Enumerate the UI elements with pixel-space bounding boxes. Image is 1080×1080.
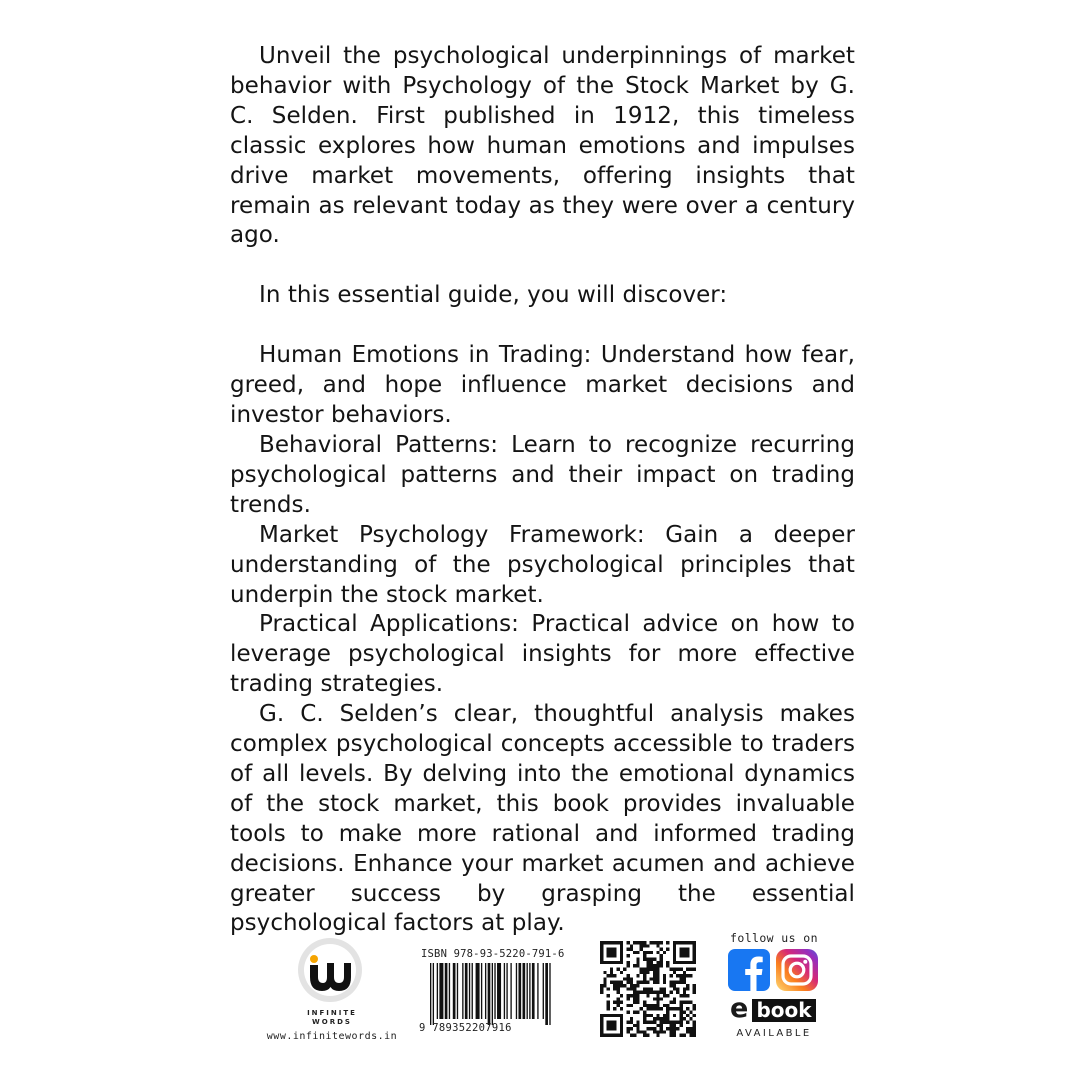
feature-paragraph-patterns: Behavioral Patterns: Learn to recognize recurring psychological patterns and their impact on trading trends.: [230, 431, 855, 518]
intro-paragraph: Unveil the psychological underpinnings of market behavior with Psychology of the Stock Market by G. C. Selden. First published in 1912, this timeless classic explores how human emotions and impulses drive market movements, offering insights that remain as relevant today as they were over a century ago.: [230, 43, 855, 249]
guide-intro-paragraph: In this essential guide, you will discover:: [259, 282, 728, 309]
facebook-icon[interactable]: [728, 949, 770, 991]
publisher-block: [262, 937, 402, 1047]
isbn-barcode: [416, 941, 566, 1041]
publisher-name-line1: INFINITE: [307, 1009, 357, 1017]
barcode-icon: [430, 963, 552, 1025]
infinite-words-logo-icon: [297, 937, 363, 1003]
publisher-name: [262, 1009, 402, 1027]
closing-paragraph: G. C. Selden’s clear, thoughtful analysis makes complex psychological concepts accessible to traders of all levels. By delving into the emotional dynamics of the stock market, this book provides invaluable tools to make more rational and informed trading decisions. Enhance your market acumen and achieve greater success by grasping the essential psychological factors at play.: [230, 701, 855, 937]
qr-code-icon: [600, 941, 696, 1037]
isbn-number-main: 789352207916: [432, 1022, 512, 1034]
isbn-number-prefix: 9: [419, 1022, 426, 1034]
isbn-number: [419, 1022, 512, 1034]
social-block: [724, 931, 824, 1051]
feature-paragraph-framework: Market Psychology Framework: Gain a deeper understanding of the psychological principles that underpin the stock market.: [230, 521, 855, 608]
ebook-badge: [730, 993, 818, 1024]
ebook-word: book: [752, 999, 816, 1022]
publisher-url: www.infinitewords.in: [266, 1031, 398, 1042]
feature-paragraph-applications: Practical Applications: Practical advice on how to leverage psychological insights for more effective trading strategies.: [230, 611, 855, 698]
feature-paragraph-emotions: Human Emotions in Trading: Understand how fear, greed, and hope influence market decisions and investor behaviors.: [230, 342, 855, 429]
ebook-e-letter: e: [730, 993, 749, 1024]
publisher-name-line2: WORDS: [312, 1018, 352, 1026]
instagram-icon[interactable]: [776, 949, 818, 991]
isbn-label: ISBN 978-93-5220-791-6: [421, 948, 565, 960]
available-text: AVAILABLE: [736, 1028, 812, 1039]
follow-us-text: follow us on: [730, 931, 818, 945]
description-text: [230, 42, 855, 939]
back-cover-footer: [0, 925, 1080, 1055]
